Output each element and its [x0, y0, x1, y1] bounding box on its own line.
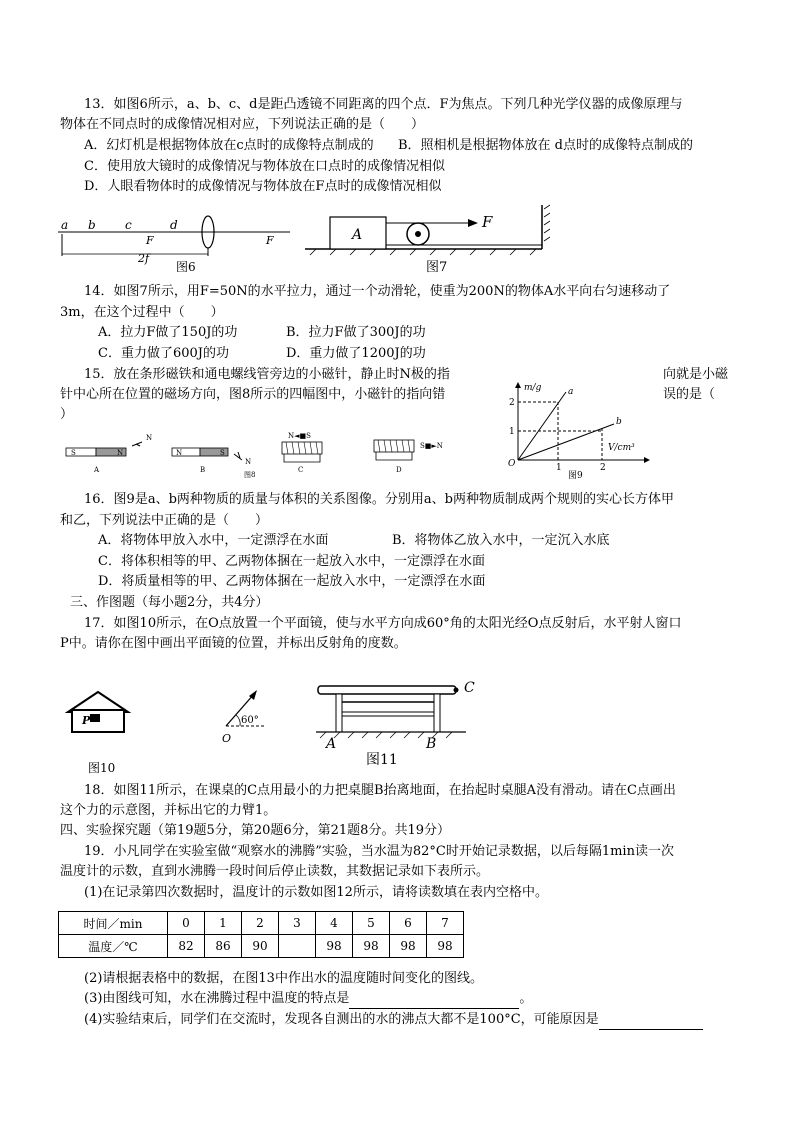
table-cell: 4 [316, 912, 353, 935]
table-cell: 6 [390, 912, 427, 935]
q18-stem-2: 这个力的示意图，并标出它的力臂1。 [60, 803, 277, 818]
temperature-data-table [58, 911, 464, 958]
fig8-caption: 图8 [244, 471, 256, 479]
table-cell-blank-answer[interactable] [279, 935, 316, 958]
q14-option-a: A．拉力F做了150J的功 [98, 325, 238, 340]
fig6-label-f-left: F [146, 234, 154, 247]
table-cell: 82 [168, 935, 205, 958]
q13-option-b: B．照相机是根据物体放在 d点时的成像特点制成的 [398, 138, 694, 153]
fig6-label-2f: 2f [138, 252, 150, 265]
table-row-temperature [59, 935, 464, 958]
fig9-caption: 图9 [568, 471, 583, 480]
fig8-label-a: A [94, 466, 100, 474]
svg-text:S: S [71, 449, 76, 457]
table-cell: 1 [205, 912, 242, 935]
q19-stem-2: 温度计的示数，直到水沸腾一段时间后停止读数，其数据记录如下表所示。 [60, 864, 490, 879]
figure-11-desk [316, 678, 486, 768]
fig9-y-label: m/g [524, 383, 542, 393]
fig7-caption: 图7 [426, 260, 448, 273]
q19-part-2: (2)请根据表格中的数据，在图13中作出水的温度随时间变化的图线。 [84, 971, 483, 986]
fig8-label-d: D [396, 466, 402, 474]
q17-stem-2: P中。请你在图中画出平面镜的位置，并标出反射角的度数。 [60, 636, 407, 651]
fig8-label-c: C [298, 466, 304, 474]
svg-text:N: N [146, 434, 153, 442]
q13-stem-2: 物体在不同点时的成像情况相对应，下列说法正确的是（ ） [60, 117, 425, 132]
fig10-caption: 图10 [88, 761, 116, 775]
q13-option-a: A．幻灯机是根据物体放在c点时的成像特点制成的 [84, 138, 374, 153]
fig9-series-b: b [616, 417, 622, 427]
q14-option-c: C．重力做了600J的功 [98, 346, 229, 361]
q19-part-3-row [84, 990, 532, 1009]
figure-8-magnets [62, 428, 482, 484]
fig9-series-a: a [568, 387, 574, 397]
q13-option-d: D．人眼看物体时的成像情况与物体放在F点时的成像情况相似 [84, 179, 442, 194]
table-head-time: 时间／min [59, 912, 168, 935]
fig6-label-a: a [61, 218, 69, 232]
fig6-label-b: b [88, 218, 96, 232]
table-cell: 7 [427, 912, 464, 935]
fig11-point-c: C [464, 680, 475, 696]
fig9-tick-y-2: 2 [509, 398, 515, 408]
q13-option-c: C．使用放大镜时的成像情况与物体放在口点时的成像情况相似 [84, 159, 445, 174]
q19-part-3: (3)由图线可知，水在沸腾过程中温度的特点是 [84, 991, 350, 1006]
svg-text:N: N [117, 449, 124, 457]
q15-stem-1: 15．放在条形磁铁和通电螺线管旁边的小磁针，静止时N极的指 [84, 367, 450, 382]
q14-stem-1: 14．如图7所示，用F=50N的水平拉力，通过一个动滑轮，使重为200N的物体A水平向右匀速移动了 [84, 284, 671, 299]
q15-stem-2b: 误的是（ [663, 387, 716, 402]
table-row-time [59, 912, 464, 935]
figure-7-pulley-diagram [300, 203, 550, 273]
fig6-caption: 图6 [176, 260, 196, 272]
table-cell: 86 [205, 935, 242, 958]
table-cell: 0 [168, 912, 205, 935]
table-cell: 98 [353, 935, 390, 958]
fig10-angle-label: 60° [241, 715, 259, 726]
fig11-caption: 图11 [366, 752, 398, 768]
table-cell: 98 [390, 935, 427, 958]
q16-option-d: D．将质量相等的甲、乙两物体捆在一起放入水中，一定漂浮在水面 [98, 574, 486, 589]
q16-option-b: B．将物体乙放入水中，一定沉入水底 [392, 533, 610, 548]
q14-stem-2: 3m，在这个过程中（ ） [60, 305, 224, 320]
q16-option-c: C．将体积相等的甲、乙两物体捆在一起放入水中，一定漂浮在水面 [98, 554, 485, 569]
table-cell: 2 [242, 912, 279, 935]
svg-text:N: N [245, 458, 252, 466]
fig9-x-label: V/cm³ [608, 443, 635, 453]
q19-part-4: (4)实验结束后，同学们在交流时，发现各自测出的水的沸点大都不是100°C，可能原因是 [84, 1012, 599, 1027]
q16-stem-1: 16．图9是a、b两种物质的质量与体积的关系图像。分别用a、b两种物质制成两个规则的实心长方体甲 [84, 492, 674, 507]
q16-option-a: A．将物体甲放入水中，一定漂浮在水面 [98, 533, 329, 548]
fig6-label-c: c [125, 218, 132, 232]
q15-stem-1b: 向就是小磁 [663, 367, 729, 382]
fig7-force-label: F [482, 213, 493, 231]
fig10-window-label: P [82, 714, 91, 727]
table-cell: 98 [427, 935, 464, 958]
q14-option-d: D．重力做了1200J的功 [286, 346, 426, 361]
svg-text:N◄■S: N◄■S [288, 432, 311, 440]
table-cell: 5 [353, 912, 390, 935]
table-head-temperature: 温度／℃ [59, 935, 168, 958]
fig9-tick-x-2: 2 [600, 463, 606, 473]
q19-part-3-answer-blank[interactable] [349, 990, 519, 1009]
q17-stem-1: 17．如图10所示，在O点放置一个平面镜，使与水平方向成60°角的太阳光经O点反射后，水平射人窗口 [84, 616, 682, 631]
section-4-heading: 四、实验探究题（第19题5分，第20题6分，第21题8分。共19分） [60, 823, 450, 838]
figure-9-mass-volume-graph [504, 380, 654, 480]
svg-text:N: N [176, 449, 183, 457]
q16-stem-2: 和乙，下列说法中正确的是（ ） [60, 513, 269, 528]
fig9-origin: O [508, 459, 516, 469]
q18-stem-1: 18．如图11所示，在课桌的C点用最小的力把桌腿B抬离地面，在抬起时桌腿A没有滑动。请在C点画出 [84, 783, 676, 798]
q19-part-3-end: 。 [519, 991, 533, 1006]
q19-stem-1: 19．小凡同学在实验室做“观察水的沸腾”实验，当水温为82°C时开始记录数据，以后每隔1min读一次 [84, 844, 674, 859]
fig8-label-b: B [200, 466, 206, 474]
table-cell: 90 [242, 935, 279, 958]
svg-text:S: S [220, 449, 225, 457]
q13-stem-1: 13．如图6所示，a、b、c、d是距凸透镜不同距离的四个点．F为焦点。下列几种光学仪器的成像原理与 [84, 97, 683, 112]
fig7-block-label: A [352, 227, 363, 243]
q19-part-4-row [84, 1011, 703, 1030]
fig9-tick-y-1: 1 [509, 427, 515, 437]
q19-part-4-answer-blank[interactable] [599, 1011, 703, 1030]
q15-stem-2: 针中心所在位置的磁场方向，图8所示的四幅图中，小磁针的指向错 [60, 387, 446, 402]
table-cell: 3 [279, 912, 316, 935]
svg-text:S■►N: S■►N [420, 442, 443, 450]
table-cell: 98 [316, 935, 353, 958]
section-3-heading: 三、作图题（每小题2分，共4分） [70, 595, 269, 610]
fig9-tick-x-1: 1 [556, 463, 562, 473]
fig11-leg-a: A [326, 736, 337, 752]
fig10-point-o: O [222, 732, 232, 745]
figure-6-lens-diagram [58, 212, 298, 272]
q15-stem-3: ） [60, 407, 74, 422]
fig11-leg-b: B [426, 736, 437, 752]
q14-option-b: B．拉力F做了300J的功 [286, 325, 426, 340]
q19-part-1: (1)在记录第四次数据时，温度计的示数如图12所示，请将读数填在表内空格中。 [84, 885, 548, 900]
fig6-label-f-right: F [266, 234, 274, 247]
fig6-label-d: d [170, 218, 178, 232]
figure-10-house-and-light [58, 686, 278, 776]
